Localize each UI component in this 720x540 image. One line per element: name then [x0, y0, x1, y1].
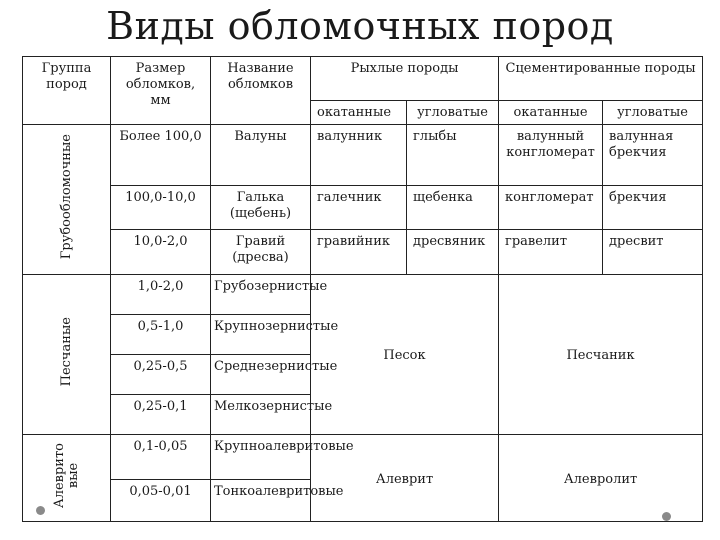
header-row-1	[23, 57, 703, 101]
header-group: Группа пород	[23, 57, 111, 125]
sand-loose-cell: Песок	[311, 274, 499, 435]
name-cell: Среднезернистые	[211, 354, 311, 394]
name-cell: Мелкозернистые	[211, 395, 311, 435]
table-row	[23, 185, 703, 229]
silt-cemented-cell: Алевролит	[499, 435, 703, 522]
header-name: Название обломков	[211, 57, 311, 125]
slide-title: Виды обломочных пород	[106, 4, 614, 48]
table-row	[23, 230, 703, 274]
header-loose-angular: угловатые	[407, 101, 499, 124]
group-sand	[23, 274, 111, 435]
name-cell: Крупнозернистые	[211, 314, 311, 354]
size-cell: Более 100,0	[111, 124, 211, 185]
loose-angular-cell: щебенка	[407, 185, 499, 229]
group-coarse	[23, 124, 111, 274]
group-coarse-label: Грубообломочные	[58, 134, 74, 260]
bullet-dot-left-icon	[36, 506, 45, 515]
header-loose-rounded: окатанные	[311, 101, 407, 124]
loose-angular-cell: дресвяник	[407, 230, 499, 274]
size-cell: 0,05-0,01	[111, 479, 211, 521]
header-cem-rounded: окатанные	[499, 101, 603, 124]
header-size: Размер обломков, мм	[111, 57, 211, 125]
group-silt-label: Алеврито вые	[51, 443, 81, 509]
loose-rounded-cell: галечник	[311, 185, 407, 229]
size-cell: 0,1-0,05	[111, 435, 211, 479]
name-cell: Крупноалевритовые	[211, 435, 311, 479]
size-cell: 0,5-1,0	[111, 314, 211, 354]
clastic-rocks-table	[22, 56, 703, 522]
name-cell: Валуны	[211, 124, 311, 185]
size-cell: 10,0-2,0	[111, 230, 211, 274]
cem-rounded-cell: гравелит	[499, 230, 603, 274]
table-row	[23, 435, 703, 479]
loose-rounded-cell: валунник	[311, 124, 407, 185]
name-cell: Грубозернистые	[211, 274, 311, 314]
size-cell: 0,25-0,1	[111, 395, 211, 435]
silt-loose-cell: Алеврит	[311, 435, 499, 522]
header-loose: Рыхлые породы	[311, 57, 499, 101]
name-cell: Тонкоалевритовые	[211, 479, 311, 521]
cem-angular-cell: дресвит	[603, 230, 703, 274]
loose-rounded-cell: гравийник	[311, 230, 407, 274]
header-cemented: Сцементированные породы	[499, 57, 703, 101]
cem-angular-cell: брекчия	[603, 185, 703, 229]
cem-angular-cell: валунная брекчия	[603, 124, 703, 185]
sand-cemented-cell: Песчаник	[499, 274, 703, 435]
table-row	[23, 124, 703, 185]
size-cell: 1,0-2,0	[111, 274, 211, 314]
bullet-dot-right-icon	[662, 512, 671, 521]
size-cell: 0,25-0,5	[111, 354, 211, 394]
name-cell: Галька (щебень)	[211, 185, 311, 229]
header-cem-angular: угловатые	[603, 101, 703, 124]
table-row	[23, 274, 703, 314]
size-cell: 100,0-10,0	[111, 185, 211, 229]
cem-rounded-cell: конгломерат	[499, 185, 603, 229]
cem-rounded-cell: валунный конгломерат	[499, 124, 603, 185]
group-sand-label: Песчаные	[58, 317, 74, 387]
name-cell: Гравий (дресва)	[211, 230, 311, 274]
loose-angular-cell: глыбы	[407, 124, 499, 185]
